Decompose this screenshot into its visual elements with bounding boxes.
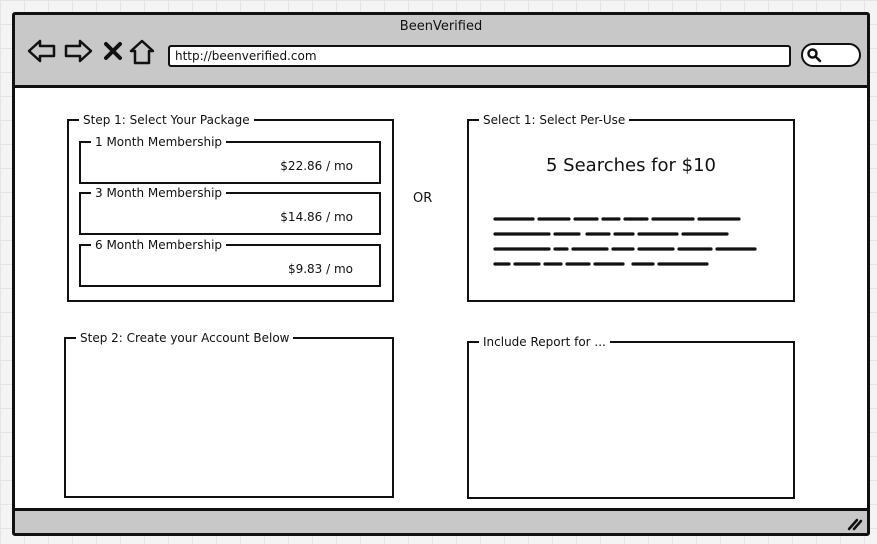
resize-grip-icon[interactable] xyxy=(847,517,863,531)
package-price: $14.86 / mo xyxy=(280,210,353,224)
package-price: $9.83 / mo xyxy=(287,262,353,276)
per-use-legend: Select 1: Select Per-Use xyxy=(479,112,629,128)
include-report-panel xyxy=(467,335,795,499)
search-field[interactable] xyxy=(801,43,861,67)
step2-legend: Step 2: Create your Account Below xyxy=(76,330,293,346)
package-label: 1 Month Membership xyxy=(91,134,226,150)
package-label: 6 Month Membership xyxy=(91,237,226,253)
package-price: $22.86 / mo xyxy=(280,159,353,173)
package-3-month[interactable] xyxy=(79,186,381,235)
per-use-headline: 5 Searches for $10 xyxy=(545,155,716,176)
package-6-month[interactable] xyxy=(79,238,381,287)
forward-arrow-icon[interactable] xyxy=(63,39,93,63)
step1-package-panel xyxy=(67,113,394,302)
browser-window xyxy=(12,12,870,536)
status-bar xyxy=(15,508,867,536)
close-x-icon[interactable] xyxy=(103,41,123,61)
title-bar xyxy=(15,15,867,88)
home-icon[interactable] xyxy=(129,39,155,65)
package-1-month[interactable] xyxy=(79,135,381,184)
per-use-panel[interactable] xyxy=(467,113,795,302)
placeholder-text-scribble xyxy=(493,213,763,277)
or-label: OR xyxy=(413,191,433,206)
address-bar[interactable]: http://beenverified.com xyxy=(168,45,791,67)
window-title: BeenVerified xyxy=(399,19,483,34)
back-arrow-icon[interactable] xyxy=(27,39,57,63)
package-label: 3 Month Membership xyxy=(91,185,226,201)
step1-legend: Step 1: Select Your Package xyxy=(79,112,254,128)
report-legend: Include Report for ... xyxy=(479,334,610,350)
magnifier-icon xyxy=(806,47,822,63)
step2-account-panel xyxy=(64,331,394,498)
